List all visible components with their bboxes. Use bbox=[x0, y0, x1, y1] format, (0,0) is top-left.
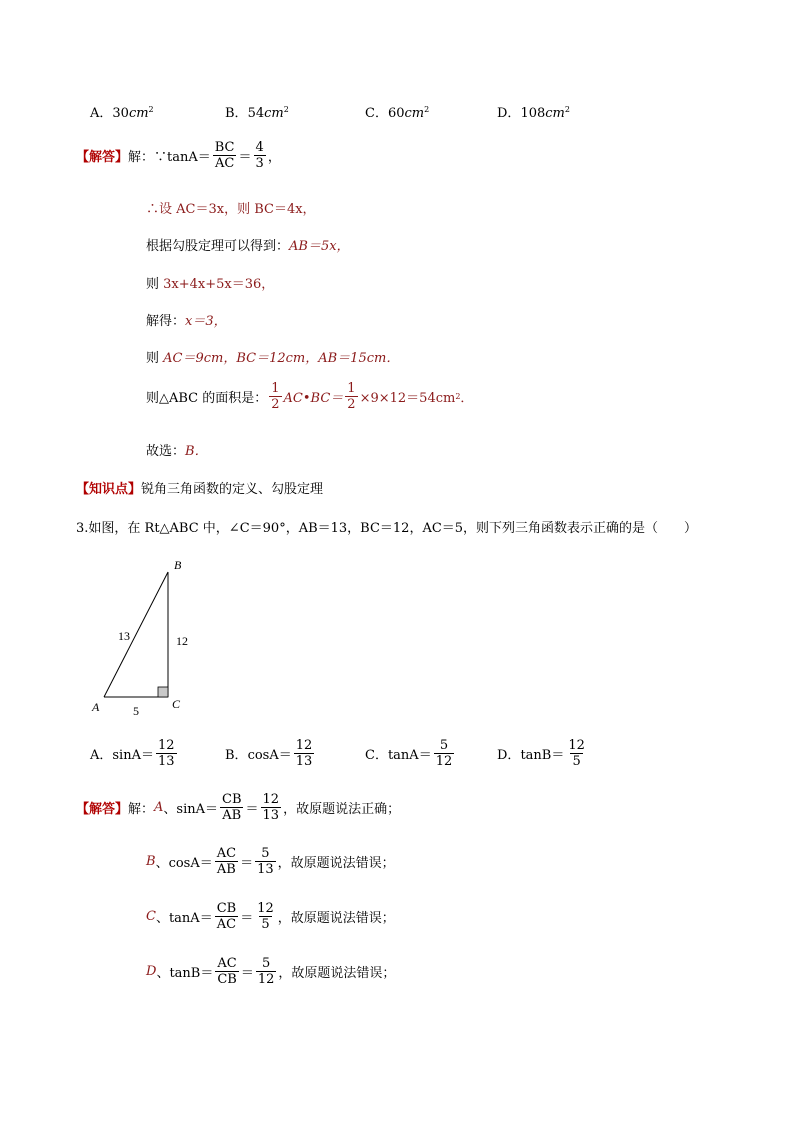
fraction: $\frac{12}{13}$ bbox=[295, 738, 313, 769]
q2-answer-line3: 则 3x+4x+5x＝36， bbox=[146, 277, 275, 292]
q3-answer-row-d: D 、tanB＝ $\frac{AC}{CB}$ ＝ $\frac{5}{12}$ ，故原题说法错误； bbox=[146, 956, 396, 987]
q2-option-c: C．$60cm^2$ bbox=[365, 105, 430, 121]
fraction: $\frac{12}{5}$ bbox=[257, 901, 274, 932]
q2-answer-line5: 则 AC＝9cm，BC＝12cm，AB＝15cm． bbox=[146, 351, 400, 366]
fraction: $\frac{CB}{AC}$ bbox=[216, 901, 237, 932]
side-bc-label: 12 bbox=[176, 634, 188, 648]
vertex-b-label: B bbox=[174, 558, 182, 572]
fraction: $\frac{12}{13}$ bbox=[157, 738, 175, 769]
q2-answer-line4: 解得：x＝3， bbox=[146, 314, 227, 329]
fraction: $\frac{5}{12}$ bbox=[257, 956, 275, 987]
vertex-a-label: A bbox=[92, 700, 100, 714]
fraction: $\frac{5}{13}$ bbox=[257, 846, 274, 877]
fraction: $\frac{12}{5}$ bbox=[568, 738, 585, 769]
fraction: $\frac{1}{2}$ bbox=[347, 381, 356, 412]
q3-answer-row-b: B 、cosA＝ $\frac{AC}{AB}$ ＝ $\frac{5}{13}$ ，故原题说法错误； bbox=[146, 846, 395, 877]
fraction: $\frac{4}{3}$ bbox=[255, 140, 264, 171]
q2-answer-line2: 根据勾股定理可以得到：AB＝5x， bbox=[146, 239, 350, 254]
q3-option-a: A． sinA＝ $\frac{12}{13}$ bbox=[90, 738, 175, 769]
q2-answer-line6: 则△ABC 的面积是： $\frac{1}{2}$ AC•BC＝ $\frac{1}{2}$ ×9×12＝54cm 2 ． bbox=[146, 381, 474, 412]
fraction: $\frac{12}{13}$ bbox=[262, 792, 280, 823]
fraction: $\frac{AC}{CB}$ bbox=[217, 956, 237, 987]
q2-option-a: A．$30cm^2$ bbox=[90, 105, 154, 121]
side-ac-label: 5 bbox=[133, 704, 139, 718]
right-angle-mark bbox=[158, 687, 168, 697]
triangle-figure bbox=[88, 555, 198, 720]
fraction: $\frac{CB}{AB}$ bbox=[222, 792, 242, 823]
side-ab-label: 13 bbox=[118, 629, 130, 643]
fraction: $\frac{AC}{AB}$ bbox=[216, 846, 237, 877]
q2-knowledge-point: 【知识点】锐角三角函数的定义、勾股定理 bbox=[76, 482, 324, 497]
q2-answer-line7: 故选：B． bbox=[146, 444, 208, 459]
fraction: $\frac{5}{12}$ bbox=[435, 738, 453, 769]
q3-option-d: D． tanB＝ $\frac{12}{5}$ bbox=[497, 738, 585, 769]
q3-answer-row-c: C 、tanA＝ $\frac{CB}{AC}$ ＝ $\frac{12}{5}$ ，故原题说法错误； bbox=[146, 901, 395, 932]
q2-answer-line1: ∴设 AC＝3x，则 BC＝4x， bbox=[146, 202, 316, 217]
q3-option-c: C． tanA＝ $\frac{5}{12}$ bbox=[365, 738, 453, 769]
q2-option-b: B．$54cm^2$ bbox=[225, 105, 289, 121]
q3-option-b: B． cosA＝ $\frac{12}{13}$ bbox=[225, 738, 313, 769]
knowledge-tag: 【知识点】 bbox=[76, 482, 142, 497]
answer-tag: 【解答】 bbox=[76, 150, 129, 165]
q3-answer-row-a: 【解答】 解： A 、sinA＝ $\frac{CB}{AB}$ ＝ $\frac{12}{13}$ ，故原题说法正确； bbox=[76, 792, 401, 823]
side-ab-line bbox=[104, 572, 168, 697]
vertex-c-label: C bbox=[172, 697, 181, 711]
q2-option-d: D．$108cm^2$ bbox=[497, 105, 570, 121]
fraction: $\frac{BC}{AC}$ bbox=[214, 140, 235, 171]
q3-stem: 3.如图，在 Rt△ABC 中，∠C＝90°，AB＝13，BC＝12，AC＝5，则下列三角函数表示正确的是（ ） bbox=[76, 521, 698, 536]
answer-tag: 【解答】 bbox=[76, 802, 129, 817]
fraction: $\frac{1}{2}$ bbox=[271, 381, 280, 412]
q2-answer-intro: 【解答】 解：∵tanA＝ $\frac{BC}{AC}$ ＝ $\frac{4}{3}$ ， bbox=[76, 140, 281, 171]
